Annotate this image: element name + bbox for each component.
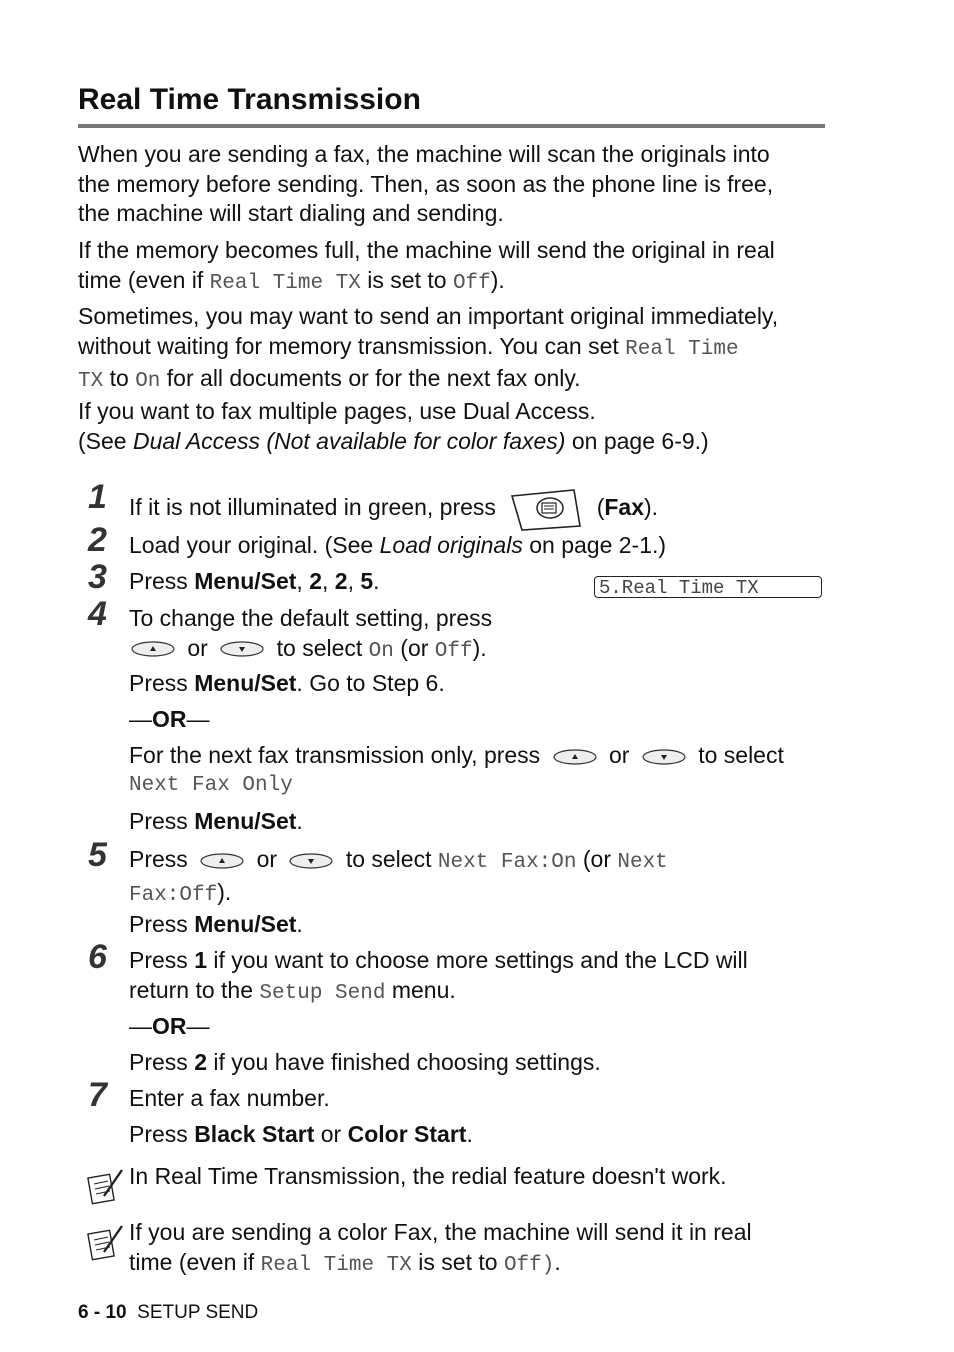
up-arrow-key-icon (200, 853, 244, 869)
step-4-press: Press Menu/Set. Go to Step 6. (129, 670, 445, 696)
down-arrow-key-icon (642, 749, 686, 765)
step-4-press-2: Press Menu/Set. (129, 808, 303, 834)
text-line: Sometimes, you may want to send an important original immediately, (78, 303, 779, 329)
step-5-press: Press Menu/Set. (129, 911, 303, 937)
up-arrow-key-icon (131, 641, 175, 657)
step-4: To change the default setting, press or to select On (or Off). (129, 605, 493, 663)
page-footer (78, 1302, 258, 1324)
step-3: Press Menu/Set, 2, 2, 5. (129, 568, 380, 594)
or-separator: —OR— (129, 706, 210, 732)
step-2: Load your original. (See Load originals on page 2-1.) (129, 532, 667, 558)
sometimes-paragraph: Sometimes, you may want to send an important original immediately, without waiting for memory transmission. You can set Real Time TX to On for all documents or for the next fax only. (78, 302, 838, 397)
cross-reference-link: Dual Access (Not available for color faxes) (132, 427, 566, 454)
step-1: If it is not illuminated in green, press (Fax). (129, 486, 658, 532)
intro-paragraph (78, 140, 838, 229)
step-number: 5 (88, 836, 107, 874)
step-number: 7 (88, 1076, 107, 1114)
down-arrow-key-icon (289, 853, 333, 869)
step-6: Press 1 if you want to choose more settings and the LCD will return to the Setup Send menu. (129, 947, 748, 1005)
page-title: Real Time Transmission (78, 83, 421, 116)
memory-paragraph: If the memory becomes full, the machine will send the original in real time (even if Real Time TX is set to Off). (78, 236, 838, 298)
dual-access-paragraph: If you want to fax multiple pages, use Dual Access. (See Dual Access (Not available for color faxes) on page 6-9.) (78, 398, 709, 454)
step-7: Enter a fax number. (129, 1085, 330, 1111)
fax-key-icon (508, 486, 584, 532)
up-arrow-key-icon (553, 749, 597, 765)
down-arrow-key-icon (220, 641, 264, 657)
step-4-next-fax: For the next fax transmission only, press or to select Next Fax Only (129, 742, 784, 797)
lcd-display: 5.Real Time TX (594, 576, 822, 598)
note-redial: In Real Time Transmission, the redial feature doesn't work. (129, 1163, 727, 1189)
step-7-press: Press Black Start or Color Start. (129, 1121, 473, 1147)
text-line: the machine will start dialing and sending. (78, 200, 504, 226)
step-5: Press or to select Next Fax:On (or Next Fax:Off). (129, 846, 668, 907)
step-number: 2 (88, 521, 107, 559)
step-6-press-2: Press 2 if you have finished choosing settings. (129, 1049, 601, 1075)
note-icon (86, 1222, 126, 1262)
note-icon (86, 1166, 126, 1206)
page-number: 6 - 10 (78, 1302, 127, 1323)
text-line: the memory before sending. Then, as soon as the phone line is free, (78, 170, 774, 197)
step-number: 1 (88, 478, 107, 516)
section-name: SETUP SEND (137, 1302, 259, 1323)
note-color-fax: If you are sending a color Fax, the machine will send it in real time (even if Real Time TX is set to Off). (129, 1219, 752, 1277)
or-separator: —OR— (129, 1013, 210, 1039)
step-number: 4 (88, 595, 107, 633)
text-line: When you are sending a fax, the machine will scan the originals into (78, 141, 770, 167)
title-rule (78, 124, 825, 128)
text-line: If the memory becomes full, the machine will send the original in real (78, 237, 775, 263)
step-number: 6 (88, 938, 107, 976)
step-number: 3 (88, 558, 107, 596)
code-real-time-tx: Real Time TX (209, 271, 361, 295)
code-off: Off (452, 271, 491, 295)
